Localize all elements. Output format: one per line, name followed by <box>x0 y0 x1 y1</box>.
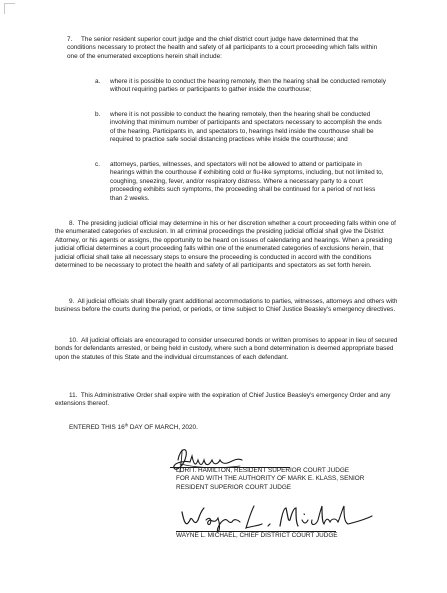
signature-1-block <box>176 467 426 492</box>
paragraph-11-text: This Administrative Order shall expire with the expiration of Chief Justice Beasley's emergency Order and any extensions thereof. <box>55 392 391 408</box>
list-item-c-text: attorneys, parties, witnesses, and spectators will not be allowed to attend or participate in hearings within the courthouse if exhibiting cold or flu-like symptoms, including, but not limited to, coughing, sneezing, fever, and/or respiratory distress. Where a necessary party to a court proceeding exhibits such symptoms, the proceeding shall be continued for a period of not less than 2 weeks. <box>110 161 384 202</box>
paragraph-9 <box>55 298 400 315</box>
paragraph-11 <box>55 392 400 409</box>
paragraph-7 <box>67 36 387 61</box>
signature-michael <box>176 500 376 534</box>
list-item-b-text: where it is not possible to conduct the hearing remotely, then the hearing shall be conducted involving that minimum number of participants and spectators necessary to accomplish the ends of the hearing. Participants in, and spectators to, hearings held inside the courthouse shall be required to practice safe social distancing practices while inside the courthouse; and <box>110 111 382 144</box>
paragraph-7-text: The senior resident superior court judge and the chief district court judge have determined that the conditions necessary to protect the health and safety of all participants to a court proceeding which falls within one of the enumerated exceptions herein shall include: <box>67 36 378 60</box>
signature-1-line-3: RESIDENT SUPERIOR COURT JUDGE <box>176 483 292 491</box>
list-item-c <box>95 161 388 203</box>
signature-2-block <box>176 532 426 540</box>
entered-prefix: ENTERED THIS 16 <box>69 424 125 431</box>
signature-1-line-2: FOR AND WITH THE AUTHORITY OF MARK E. KLASS, SENIOR <box>176 475 365 483</box>
paragraph-8-number: 8. <box>69 220 75 227</box>
paragraph-7-number: 7. <box>67 36 73 43</box>
signature-2-name: WAYNE L. MICHAEL, CHIEF DISTRICT COURT JUDGE <box>176 532 338 539</box>
paragraph-9-number: 9. <box>69 298 75 305</box>
paragraph-8-text: The presiding judicial official may determine in his or her discretion whether a court proceeding falls within one of the enumerated categories of exclusion. In all criminal proceedings the presiding judicial official shall give the District Attorney, or his agents or assigns, the opportunity to be heard on issues of calendaring and hearings. When a presiding judicial official determines a court proceeding falls within one of the enumerated categories of exclusions herein, that judicial official shall take all necessary steps to ensure the proceeding is conducted in accord with the conditions determined to be necessary to protect the health and safety of all participants and spectators as set forth herein. <box>55 220 396 270</box>
list-item-a-text: where it is possible to conduct the hearing remotely, then the hearing shall be conducted remotely without requiring parties or participants to gather inside the courthouse; <box>110 78 386 94</box>
list-item-a <box>95 78 388 95</box>
paragraph-11-number: 11. <box>69 392 78 399</box>
signature-1-line-1: LORI I. HAMILTON, RESIDENT SUPERIOR COURT JUDGE <box>176 467 350 474</box>
list-item-b-label: b. <box>95 111 101 118</box>
list-item-b <box>95 111 388 145</box>
entered-ordinal: th <box>124 422 129 428</box>
paragraph-10-number: 10. <box>69 337 78 344</box>
page-corner-mark <box>4 3 15 14</box>
entered-date <box>69 424 319 432</box>
paragraph-9-text: All judicial officials shall liberally grant additional accommodations to parties, witnesses, attorneys and others with business before the courts during the period, or periods, or time subject to Chief Justice Beasley's emergency directives. <box>55 298 398 314</box>
paragraph-10-text: All judicial officials are encouraged to consider unsecured bonds or written promises to appear in lieu of secured bonds for defendants arrested, or being held in custody, where such a bond determination is deemed appropriate based upon the statutes of this State and the individual circumstances of each defendant. <box>55 337 398 361</box>
list-item-a-label: a. <box>95 78 101 85</box>
entered-suffix: DAY OF MARCH, 2020. <box>128 424 198 431</box>
paragraph-8 <box>55 220 400 270</box>
paragraph-10 <box>55 337 400 362</box>
list-item-c-label: c. <box>95 161 100 168</box>
